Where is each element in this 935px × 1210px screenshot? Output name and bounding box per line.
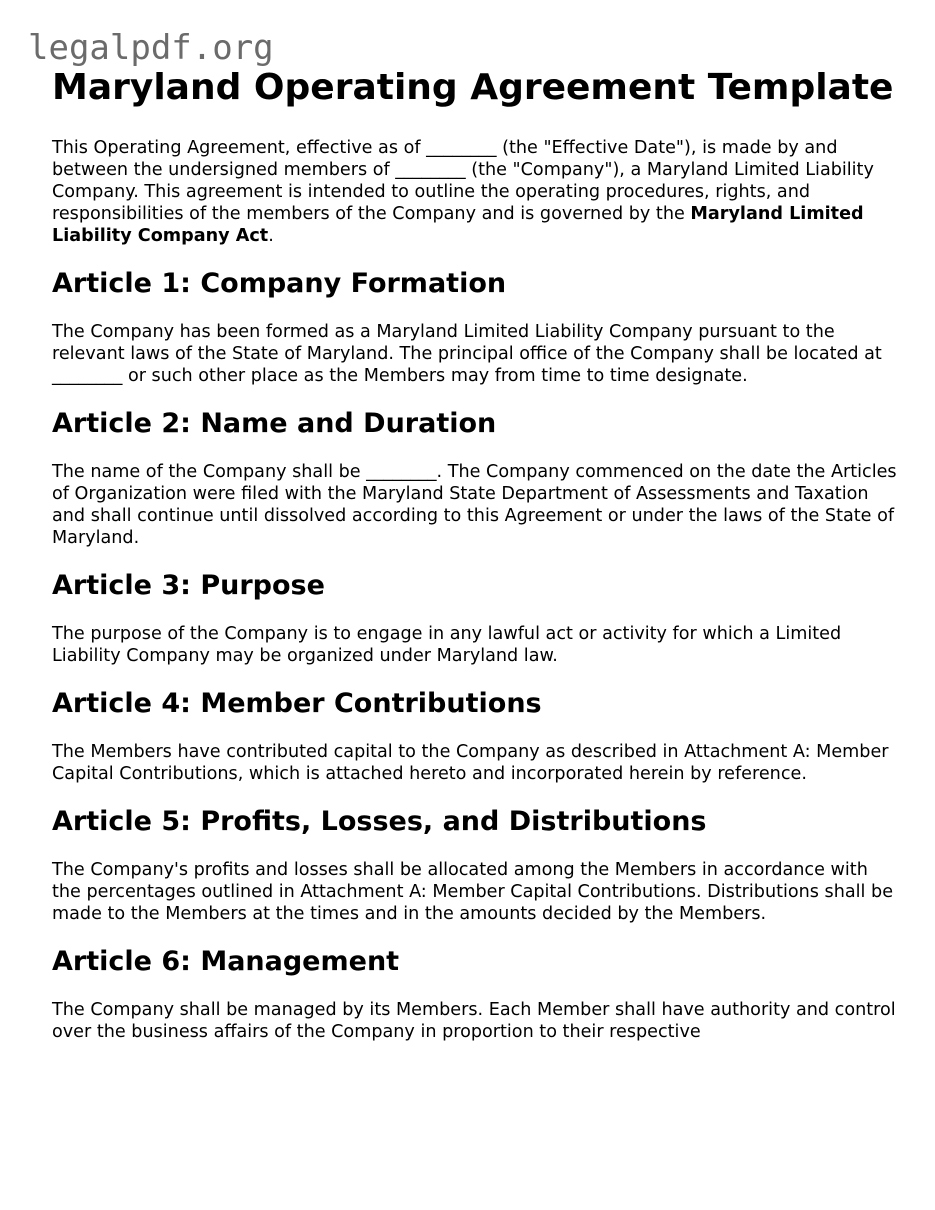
- article-4: [52, 687, 902, 785]
- article-3: [52, 569, 902, 667]
- article-heading: Article 1: Company Formation: [52, 268, 507, 299]
- article-1: [52, 267, 902, 387]
- article-2: [52, 407, 902, 549]
- article-heading: Article 2: Name and Duration: [52, 408, 497, 439]
- article-5: [52, 805, 902, 925]
- article-body: The Company has been formed as a Maryland Limited Liability Company pursuant to the relevant laws of the State of Maryland. The principal office of the Company shall be located at ________ or such other place as the Members may from time to time designate.: [52, 322, 882, 386]
- article-heading: Article 6: Management: [52, 946, 400, 977]
- article-heading: Article 3: Purpose: [52, 570, 325, 601]
- watermark-logo: legalpdf.org: [28, 28, 274, 68]
- page-title: Maryland Operating Agreement Template: [52, 67, 894, 108]
- intro-paragraph: [52, 137, 902, 247]
- intro-bold-act: Maryland Limited Liability Company Act: [52, 204, 864, 246]
- article-body: The purpose of the Company is to engage in any lawful act or activity for which a Limited Liability Company may be organized under Maryland law.: [52, 624, 842, 666]
- intro-text: This Operating Agreement, effective as of ________ (the "Effective Date"), is made by and between the undersigned members of ________ (the "Company"), a Maryland Limited Liability Company. This agreement is intended to outline the operating procedures, rights, and responsibilities of the members of the Company and is governed by the: [52, 138, 874, 224]
- article-body: The Company's profits and losses shall be allocated among the Members in accordance with the percentages outlined in Attachment A: Member Capital Contributions. Distributions shall be made to the Members at the times and in the amounts decided by the Members.: [52, 860, 894, 924]
- article-6: [52, 945, 902, 1043]
- document-body: [52, 66, 902, 1043]
- article-heading: Article 5: Profits, Losses, and Distributions: [52, 806, 707, 837]
- intro-text-end: .: [268, 226, 274, 246]
- article-heading: Article 4: Member Contributions: [52, 688, 542, 719]
- article-body: The Company shall be managed by its Members. Each Member shall have authority and control over the business affairs of the Company in proportion to their respective: [52, 1000, 896, 1042]
- article-body: The Members have contributed capital to the Company as described in Attachment A: Member Capital Contributions, which is attached hereto and incorporated herein by reference.: [52, 742, 889, 784]
- article-body: The name of the Company shall be ________. The Company commenced on the date the Articles of Organization were filed with the Maryland State Department of Assessments and Taxation and shall continue until dissolved according to this Agreement or under the laws of the State of Maryland.: [52, 462, 897, 548]
